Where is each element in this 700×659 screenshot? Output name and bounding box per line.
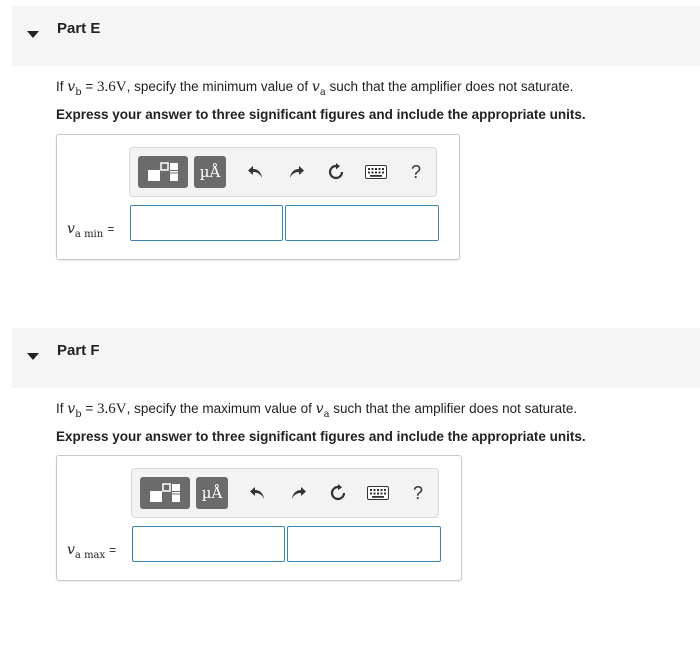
answer-variable-label: $v_{a max}$ = (67, 542, 117, 561)
reset-button[interactable] (323, 477, 353, 509)
answer-box (56, 134, 460, 260)
keyboard-button[interactable] (363, 477, 393, 509)
part-f-header[interactable] (12, 328, 700, 388)
answer-box (56, 455, 462, 581)
units-icon: µÅ (199, 163, 221, 181)
units-input[interactable] (287, 526, 441, 562)
redo-button[interactable] (281, 156, 311, 188)
undo-button[interactable] (243, 477, 273, 509)
caret-down-icon[interactable] (27, 31, 39, 38)
math-toolbar (129, 147, 437, 197)
keyboard-icon (367, 486, 389, 500)
value-input[interactable] (132, 526, 285, 562)
answer-instruction: Express your answer to three significant figures and include the appropriate units. (56, 429, 586, 444)
part-e-header[interactable] (12, 6, 700, 66)
undo-icon (247, 164, 265, 180)
answer-instruction: Express your answer to three significant figures and include the appropriate units. (56, 107, 586, 122)
reset-icon (329, 484, 347, 502)
keyboard-icon (365, 165, 387, 179)
help-button[interactable] (403, 477, 433, 509)
answer-variable-label: $v_{a min}$ = (67, 221, 115, 240)
math-toolbar (131, 468, 439, 518)
caret-down-icon[interactable] (27, 353, 39, 360)
templates-icon (148, 482, 182, 504)
value-input[interactable] (130, 205, 283, 241)
redo-icon (289, 485, 307, 501)
units-icon: µÅ (201, 484, 223, 502)
question-prompt: If $v_b = 3.6V$, specify the maximum value of $v_a$ such that the amplifier does not saturate. (56, 401, 578, 420)
units-button[interactable] (194, 156, 226, 188)
units-button[interactable] (196, 477, 228, 509)
part-title: Part F (57, 342, 100, 359)
help-button[interactable] (401, 156, 431, 188)
keyboard-button[interactable] (361, 156, 391, 188)
part-title: Part E (57, 20, 101, 37)
templates-button[interactable] (138, 156, 188, 188)
redo-icon (287, 164, 305, 180)
units-input[interactable] (285, 205, 439, 241)
templates-icon (146, 161, 180, 183)
reset-button[interactable] (321, 156, 351, 188)
help-icon: ? (410, 161, 421, 182)
redo-button[interactable] (283, 477, 313, 509)
templates-button[interactable] (140, 477, 190, 509)
question-prompt: If $v_b = 3.6V$, specify the minimum value of $v_a$ such that the amplifier does not saturate. (56, 79, 574, 98)
help-icon: ? (412, 482, 423, 503)
reset-icon (327, 163, 345, 181)
undo-icon (249, 485, 267, 501)
undo-button[interactable] (241, 156, 271, 188)
